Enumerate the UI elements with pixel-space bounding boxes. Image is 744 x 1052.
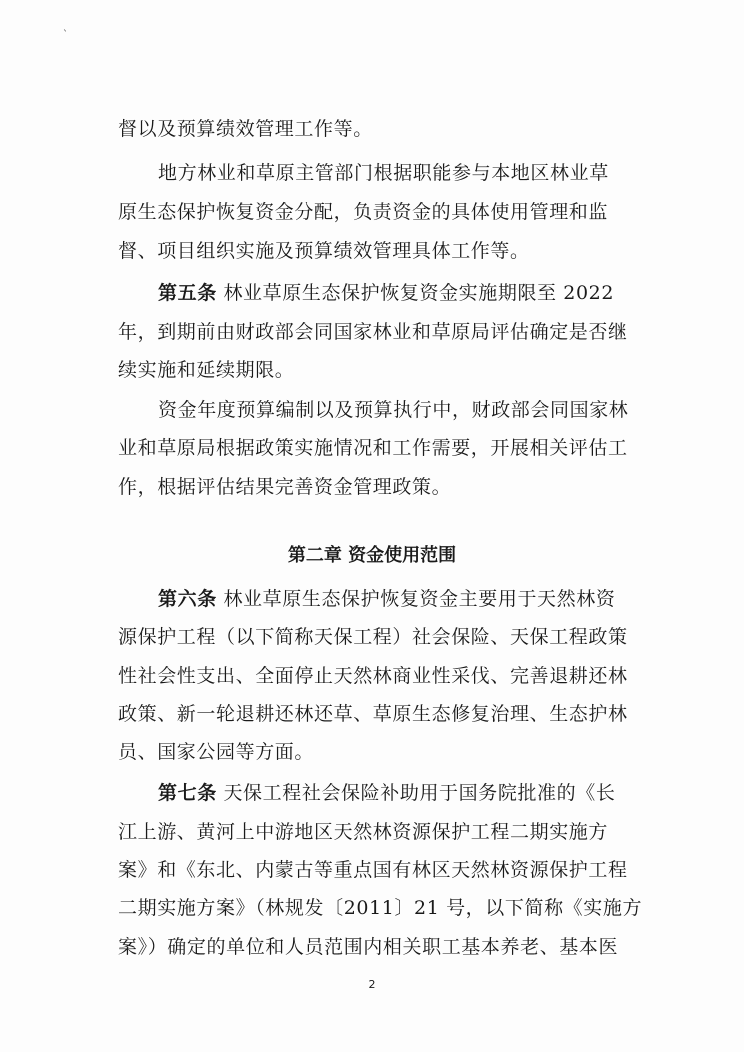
- text-line: 案》和《东北、内蒙古等重点国有林区天然林资源保护工程: [118, 859, 628, 881]
- scan-mark: `: [63, 30, 68, 41]
- page-number: 2: [368, 978, 376, 991]
- text-line: 第七条 天保工程社会保险补助用于国务院批准的《长: [158, 782, 616, 804]
- text-line: 源保护工程（以下简称天保工程）社会保险、天保工程政策: [118, 626, 628, 648]
- text-line: 作，根据评估结果完善资金管理政策。: [118, 476, 452, 498]
- text-line: 督、项目组织实施及预算绩效管理具体工作等。: [118, 240, 530, 262]
- text-line: 第五条 林业草原生态保护恢复资金实施期限至 2022: [158, 282, 615, 304]
- article-label: 第六条: [158, 588, 217, 610]
- text-line: 二期实施方案》（林规发〔2011〕21 号，以下简称《实施方: [118, 897, 643, 919]
- text-line: 案》）确定的单位和人员范围内相关职工基本养老、基本医: [118, 936, 619, 958]
- text-line: 资金年度预算编制以及预算执行中，财政部会同国家林: [158, 399, 629, 421]
- text-line: 原生态保护恢复资金分配，负责资金的具体使用管理和监: [118, 201, 609, 223]
- text-line: 性社会性支出、全面停止天然林商业性采伐、完善退耕还林: [118, 665, 628, 687]
- text-line: 员、国家公园等方面。: [118, 741, 315, 763]
- text-line: 第六条 林业草原生态保护恢复资金主要用于天然林资: [158, 588, 616, 610]
- text-line: 督以及预算绩效管理工作等。: [118, 118, 373, 140]
- text-line: 年，到期前由财政部会同国家林业和草原局评估确定是否继: [118, 321, 628, 343]
- text-line: 业和草原局根据政策实施情况和工作需要，开展相关评估工: [118, 437, 628, 459]
- text-line: 政策、新一轮退耕还林还草、草原生态修复治理、生态护林: [118, 703, 628, 725]
- text-line: 地方林业和草原主管部门根据职能参与本地区林业草: [158, 162, 609, 184]
- text-line: 江上游、黄河上中游地区天然林资源保护工程二期实施方: [118, 821, 609, 843]
- article-label: 第五条: [158, 282, 217, 304]
- chapter-heading: 第二章 资金使用范围: [287, 545, 457, 566]
- article-label: 第七条: [158, 782, 217, 804]
- text-line: 续实施和延续期限。: [118, 359, 295, 381]
